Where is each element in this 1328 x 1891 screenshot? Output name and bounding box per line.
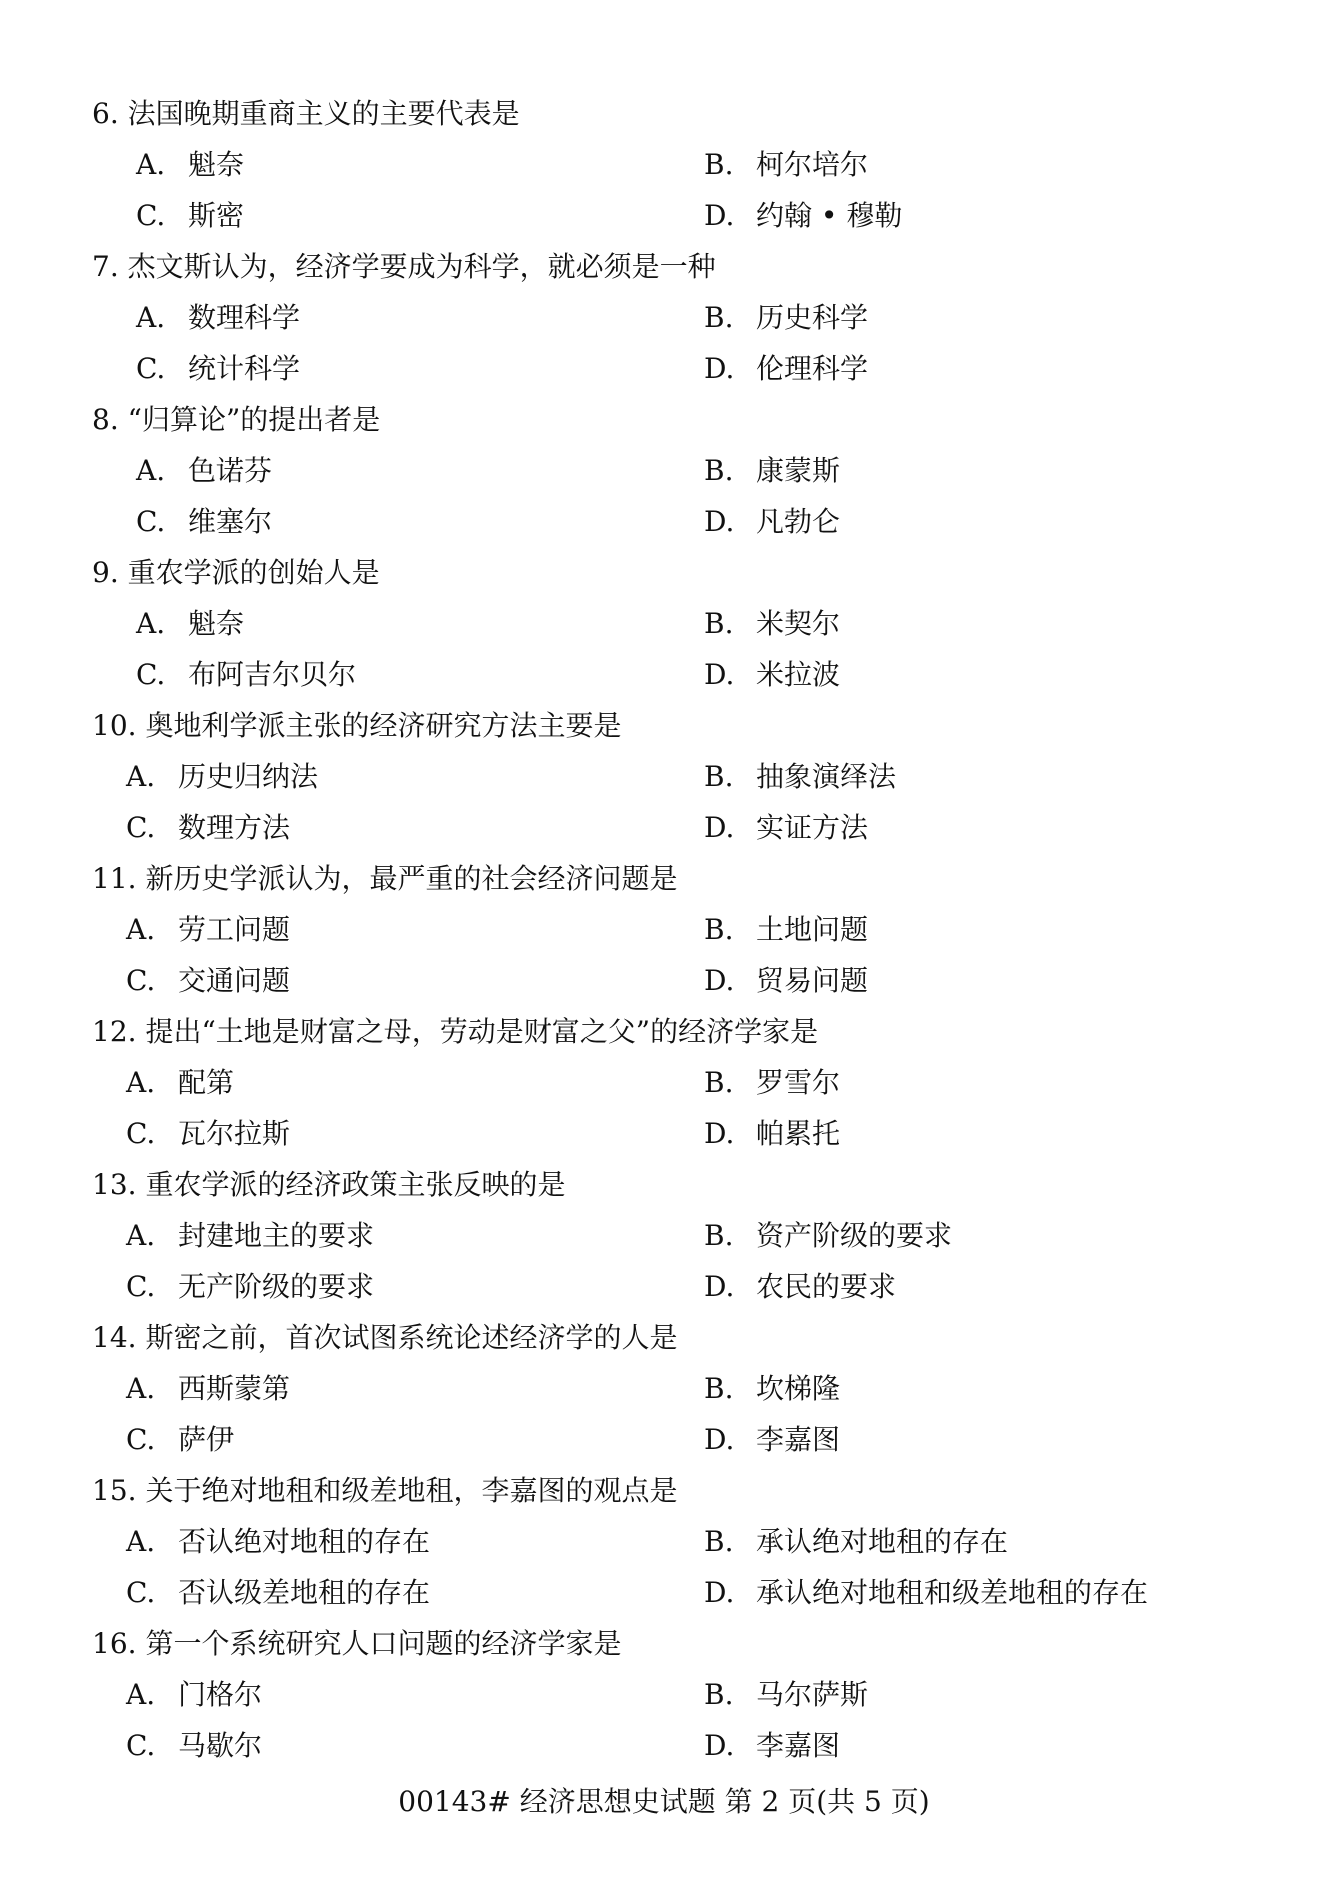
option-text: 柯尔培尔 — [756, 148, 869, 181]
question-stem — [92, 700, 1242, 751]
question-15 — [92, 1465, 1242, 1618]
option-a — [126, 1669, 262, 1720]
option-letter: D. — [704, 964, 735, 997]
option-c — [126, 1108, 290, 1159]
option-text: 李嘉图 — [756, 1729, 841, 1762]
options-row — [92, 1414, 1242, 1465]
options-row — [92, 904, 1242, 955]
option-b — [704, 139, 868, 190]
question-text: 提出“土地是财富之母，劳动是财富之父”的经济学家是 — [145, 1015, 819, 1048]
question-text: 斯密之前，首次试图系统论述经济学的人是 — [145, 1321, 678, 1354]
option-letter: B. — [704, 1678, 734, 1711]
options-row — [92, 1720, 1242, 1771]
option-letter: D. — [704, 658, 735, 691]
option-letter: B. — [704, 1219, 734, 1252]
option-a — [126, 751, 318, 802]
question-number: 7. — [92, 250, 119, 283]
question-number: 15. — [92, 1474, 137, 1507]
question-text: 新历史学派认为，最严重的社会经济问题是 — [145, 862, 678, 895]
option-letter: B. — [704, 760, 734, 793]
option-text: 维塞尔 — [188, 505, 273, 538]
question-12 — [92, 1006, 1242, 1159]
option-text: 康蒙斯 — [756, 454, 841, 487]
option-letter: A. — [136, 301, 166, 334]
question-14 — [92, 1312, 1242, 1465]
option-text: 魁奈 — [188, 148, 245, 181]
option-text: 劳工问题 — [178, 913, 291, 946]
question-stem — [92, 853, 1242, 904]
option-c — [136, 496, 272, 547]
option-text: 米拉波 — [756, 658, 841, 691]
option-b — [704, 904, 868, 955]
option-letter: B. — [704, 1372, 734, 1405]
option-text: 萨伊 — [178, 1423, 235, 1456]
option-letter: D. — [704, 1423, 735, 1456]
option-text: 魁奈 — [188, 607, 245, 640]
option-text: 实证方法 — [756, 811, 869, 844]
option-text: 历史科学 — [756, 301, 869, 334]
question-text: 重农学派的经济政策主张反映的是 — [145, 1168, 566, 1201]
option-letter: B. — [704, 607, 734, 640]
option-letter: A. — [126, 1372, 156, 1405]
option-c — [136, 343, 300, 394]
option-letter: B. — [704, 148, 734, 181]
option-letter: B. — [704, 1066, 734, 1099]
option-text: 土地问题 — [756, 913, 869, 946]
option-d — [704, 496, 840, 547]
option-text: 凡勃仑 — [756, 505, 841, 538]
option-d — [704, 1720, 840, 1771]
option-letter: C. — [126, 811, 156, 844]
option-text: 封建地主的要求 — [178, 1219, 375, 1252]
option-letter: D. — [704, 1270, 735, 1303]
options-row — [92, 1108, 1242, 1159]
option-text: 农民的要求 — [756, 1270, 897, 1303]
option-letter: B. — [704, 454, 734, 487]
question-number: 11. — [92, 862, 137, 895]
option-d — [704, 190, 902, 241]
options-row — [92, 1057, 1242, 1108]
question-stem — [92, 547, 1242, 598]
option-b — [704, 598, 840, 649]
option-c — [126, 1261, 374, 1312]
option-letter: B. — [704, 913, 734, 946]
option-text: 色诺芬 — [188, 454, 273, 487]
options-row — [92, 1261, 1242, 1312]
option-d — [704, 1567, 1148, 1618]
option-letter: D. — [704, 199, 735, 232]
option-text: 西斯蒙第 — [178, 1372, 291, 1405]
option-c — [136, 649, 356, 700]
options-row — [92, 1210, 1242, 1261]
question-number: 16. — [92, 1627, 137, 1660]
option-letter: A. — [126, 1219, 156, 1252]
option-b — [704, 1057, 840, 1108]
option-a — [126, 1516, 430, 1567]
question-9 — [92, 547, 1242, 700]
options-row — [92, 751, 1242, 802]
option-a — [126, 904, 290, 955]
options-row — [92, 1363, 1242, 1414]
options-row — [92, 649, 1242, 700]
option-text: 罗雪尔 — [756, 1066, 841, 1099]
option-text: 承认绝对地租和级差地租的存在 — [756, 1576, 1149, 1609]
option-b — [704, 1516, 1008, 1567]
question-stem — [92, 1006, 1242, 1057]
option-text: 马尔萨斯 — [756, 1678, 869, 1711]
question-6 — [92, 88, 1242, 241]
options-row — [92, 445, 1242, 496]
option-b — [704, 1363, 840, 1414]
option-text: 坎梯隆 — [756, 1372, 841, 1405]
option-text: 统计科学 — [188, 352, 301, 385]
option-d — [704, 343, 868, 394]
option-d — [704, 1414, 840, 1465]
question-stem — [92, 1159, 1242, 1210]
option-letter: C. — [126, 1576, 156, 1609]
option-a — [126, 1210, 374, 1261]
option-text: 李嘉图 — [756, 1423, 841, 1456]
option-a — [126, 1363, 290, 1414]
question-stem — [92, 88, 1242, 139]
option-a — [126, 1057, 234, 1108]
option-letter: A. — [126, 913, 156, 946]
option-d — [704, 649, 840, 700]
options-row — [92, 496, 1242, 547]
option-letter: A. — [136, 607, 166, 640]
option-letter: C. — [126, 1117, 156, 1150]
question-13 — [92, 1159, 1242, 1312]
question-number: 8. — [92, 403, 119, 436]
option-text: 资产阶级的要求 — [756, 1219, 953, 1252]
option-letter: A. — [126, 1066, 156, 1099]
option-letter: C. — [126, 1270, 156, 1303]
page-footer: 00143# 经济思想史试题 第 2 页(共 5 页) — [398, 1785, 930, 1818]
options-row — [92, 802, 1242, 853]
option-letter: A. — [136, 148, 166, 181]
option-b — [704, 1669, 868, 1720]
option-letter: C. — [126, 1729, 156, 1762]
option-b — [704, 445, 840, 496]
question-number: 14. — [92, 1321, 137, 1354]
option-letter: C. — [136, 199, 166, 232]
options-row — [92, 343, 1242, 394]
option-letter: D. — [704, 1729, 735, 1762]
question-stem — [92, 241, 1242, 292]
question-text: 奥地利学派主张的经济研究方法主要是 — [145, 709, 622, 742]
option-c — [126, 802, 290, 853]
question-text: 重农学派的创始人是 — [127, 556, 380, 589]
option-letter: D. — [704, 505, 735, 538]
question-number: 12. — [92, 1015, 137, 1048]
question-number: 13. — [92, 1168, 137, 1201]
option-letter: A. — [136, 454, 166, 487]
option-text: 交通问题 — [178, 964, 291, 997]
option-c — [126, 1567, 430, 1618]
question-stem — [92, 1618, 1242, 1669]
option-text: 配第 — [178, 1066, 235, 1099]
option-letter: D. — [704, 352, 735, 385]
option-text: 否认绝对地租的存在 — [178, 1525, 431, 1558]
option-text: 贸易问题 — [756, 964, 869, 997]
options-row — [92, 1567, 1242, 1618]
option-text: 无产阶级的要求 — [178, 1270, 375, 1303]
question-text: 杰文斯认为，经济学要成为科学，就必须是一种 — [127, 250, 716, 283]
option-a — [136, 292, 300, 343]
question-number: 6. — [92, 97, 119, 130]
question-number: 9. — [92, 556, 119, 589]
option-d — [704, 802, 868, 853]
option-text: 米契尔 — [756, 607, 841, 640]
question-stem — [92, 1312, 1242, 1363]
option-letter: B. — [704, 1525, 734, 1558]
option-text: 伦理科学 — [756, 352, 869, 385]
option-letter: A. — [126, 760, 156, 793]
question-text: 法国晚期重商主义的主要代表是 — [127, 97, 520, 130]
option-text: 瓦尔拉斯 — [178, 1117, 291, 1150]
option-a — [136, 598, 244, 649]
option-d — [704, 1261, 896, 1312]
option-c — [126, 955, 290, 1006]
option-text: 历史归纳法 — [178, 760, 319, 793]
option-text: 门格尔 — [178, 1678, 263, 1711]
option-text: 数理方法 — [178, 811, 291, 844]
question-8 — [92, 394, 1242, 547]
option-c — [126, 1720, 262, 1771]
question-number: 10. — [92, 709, 137, 742]
option-letter: C. — [136, 505, 166, 538]
option-text: 抽象演绎法 — [756, 760, 897, 793]
option-letter: A. — [126, 1525, 156, 1558]
option-c — [136, 190, 244, 241]
question-11 — [92, 853, 1242, 1006]
options-row — [92, 1669, 1242, 1720]
option-letter: C. — [126, 1423, 156, 1456]
question-list — [92, 88, 1242, 1771]
option-b — [704, 1210, 952, 1261]
option-text: 布阿吉尔贝尔 — [188, 658, 357, 691]
question-7 — [92, 241, 1242, 394]
option-text: 约翰 • 穆勒 — [756, 199, 903, 232]
option-c — [126, 1414, 234, 1465]
options-row — [92, 292, 1242, 343]
question-text: 第一个系统研究人口问题的经济学家是 — [145, 1627, 622, 1660]
question-stem — [92, 394, 1242, 445]
question-16 — [92, 1618, 1242, 1771]
option-a — [136, 445, 272, 496]
option-text: 数理科学 — [188, 301, 301, 334]
question-10 — [92, 700, 1242, 853]
option-letter: C. — [136, 658, 166, 691]
options-row — [92, 955, 1242, 1006]
options-row — [92, 1516, 1242, 1567]
question-stem — [92, 1465, 1242, 1516]
question-text: 关于绝对地租和级差地租，李嘉图的观点是 — [145, 1474, 678, 1507]
options-row — [92, 139, 1242, 190]
option-letter: C. — [126, 964, 156, 997]
option-a — [136, 139, 244, 190]
option-d — [704, 955, 868, 1006]
option-letter: D. — [704, 1576, 735, 1609]
option-text: 马歇尔 — [178, 1729, 263, 1762]
option-text: 帕累托 — [756, 1117, 841, 1150]
option-letter: C. — [136, 352, 166, 385]
option-b — [704, 751, 896, 802]
option-letter: D. — [704, 1117, 735, 1150]
question-text: “归算论”的提出者是 — [127, 403, 381, 436]
option-text: 否认级差地租的存在 — [178, 1576, 431, 1609]
options-row — [92, 598, 1242, 649]
options-row — [92, 190, 1242, 241]
option-b — [704, 292, 868, 343]
option-text: 斯密 — [188, 199, 245, 232]
option-letter: D. — [704, 811, 735, 844]
option-letter: A. — [126, 1678, 156, 1711]
option-text: 承认绝对地租的存在 — [756, 1525, 1009, 1558]
option-d — [704, 1108, 840, 1159]
option-letter: B. — [704, 301, 734, 334]
